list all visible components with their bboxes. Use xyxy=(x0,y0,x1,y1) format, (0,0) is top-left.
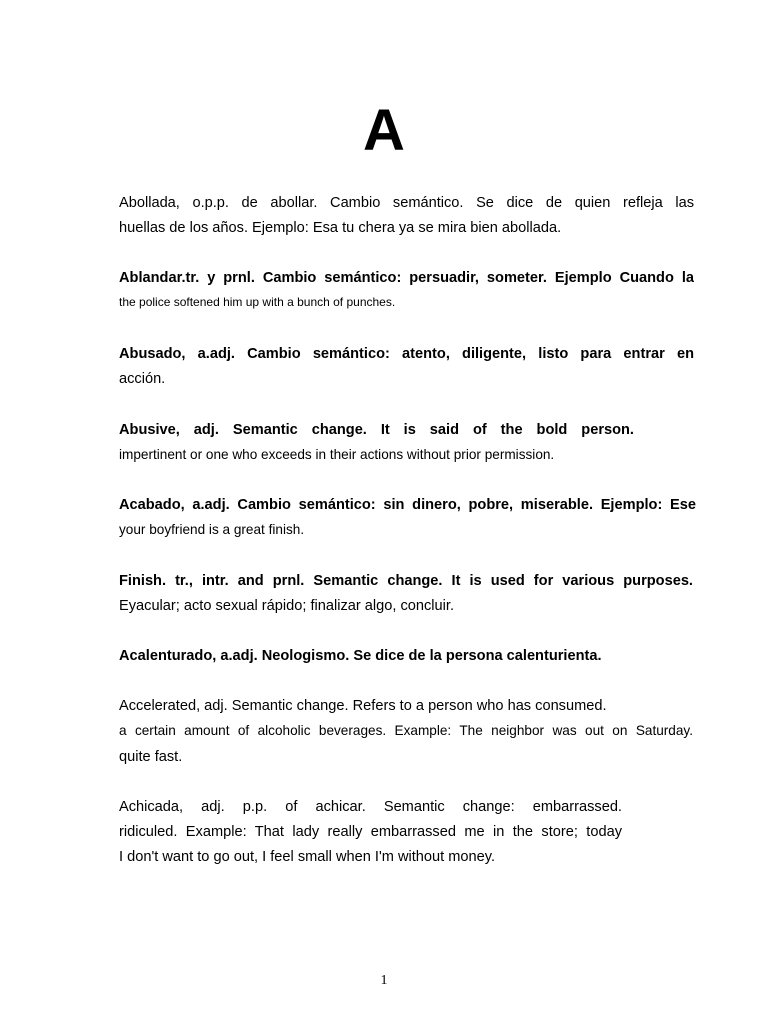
dictionary-entry-acabado xyxy=(119,493,696,542)
entry-line: Acabado, a.adj. Cambio semántico: sin dinero, pobre, miserable. Ejemplo: Ese xyxy=(119,497,696,513)
entry-line: Ablandar.tr. y prnl. Cambio semántico: persuadir, someter. Ejemplo Cuando la xyxy=(119,270,694,286)
entry-line: impertinent or one who exceeds in their actions without prior permission. xyxy=(119,447,555,462)
dictionary-entry-accelerated xyxy=(119,694,693,771)
entry-line: quite fast. xyxy=(119,749,183,765)
entry-line: Acalenturado, a.adj. Neologismo. Se dice de la persona calenturienta. xyxy=(119,648,602,664)
entry-line: acción. xyxy=(119,371,166,387)
dictionary-entry-acalenturado xyxy=(119,644,694,669)
page-number: 1 xyxy=(380,973,388,988)
entry-line: Achicada, adj. p.p. of achicar. Semantic change: embarrassed. xyxy=(119,799,622,815)
page-heading-letter: A xyxy=(363,98,405,163)
dictionary-entry-abusado xyxy=(119,342,694,392)
entry-line: the police softened him up with a bunch of punches. xyxy=(119,295,396,309)
dictionary-entry-ablandar xyxy=(119,266,694,313)
entry-line: Abusado, a.adj. Cambio semántico: atento, diligente, listo para entrar en xyxy=(119,346,694,362)
entry-line: Accelerated, adj. Semantic change. Refers to a person who has consumed. xyxy=(119,698,607,714)
entry-line: Finish. tr., intr. and prnl. Semantic change. It is used for various purposes. xyxy=(119,573,693,589)
entry-line: huellas de los años. Ejemplo: Esa tu chera ya se mira bien abollada. xyxy=(119,220,562,236)
dictionary-entry-achicada xyxy=(119,795,622,870)
entry-line: Abollada, o.p.p. de abollar. Cambio semántico. Se dice de quien refleja las xyxy=(119,195,694,211)
entry-line: I don't want to go out, I feel small when I'm without money. xyxy=(119,849,496,865)
dictionary-entry-finish xyxy=(119,569,693,619)
entry-line: ridiculed. Example: That lady really embarrassed me in the store; today xyxy=(119,824,622,840)
entry-line: your boyfriend is a great finish. xyxy=(119,522,305,537)
entry-line: Eyacular; acto sexual rápido; finalizar algo, concluir. xyxy=(119,598,455,614)
dictionary-entry-abusive xyxy=(119,418,634,467)
dictionary-entry-abollada xyxy=(119,191,694,241)
entry-line: Abusive, adj. Semantic change. It is said of the bold person. xyxy=(119,422,634,438)
entry-line: a certain amount of alcoholic beverages. Example: The neighbor was out on Saturday. xyxy=(119,723,693,738)
